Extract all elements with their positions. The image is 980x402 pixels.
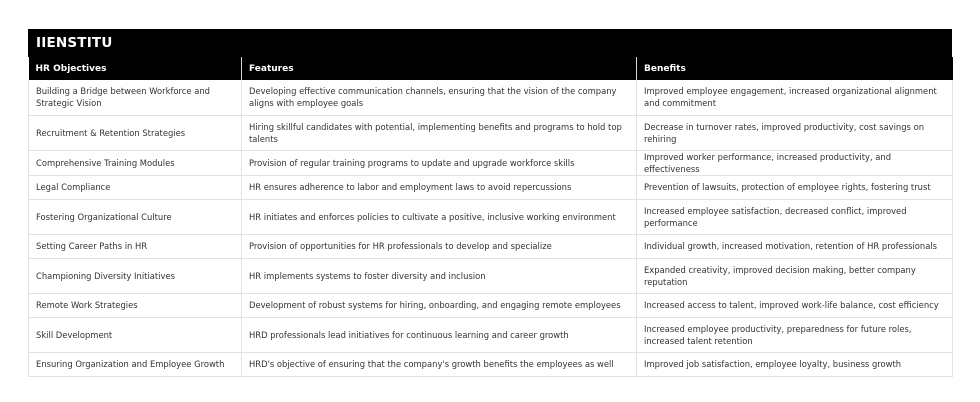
cell-objective: Legal Compliance xyxy=(29,175,242,199)
table-row xyxy=(29,258,953,293)
table-row xyxy=(29,150,953,175)
table-row xyxy=(29,352,953,376)
cell-feature: HR initiates and enforces policies to cultivate a positive, inclusive working environment xyxy=(242,199,637,234)
table-row xyxy=(29,199,953,234)
cell-feature: Development of robust systems for hiring, onboarding, and engaging remote employees xyxy=(242,293,637,317)
brand-title: IIENSTITU xyxy=(28,29,952,57)
cell-feature: Hiring skillful candidates with potential, implementing benefits and programs to hold top talents xyxy=(242,115,637,150)
cell-objective: Building a Bridge between Workforce and Strategic Vision xyxy=(29,80,242,115)
cell-benefit: Decrease in turnover rates, improved productivity, cost savings on rehiring xyxy=(637,115,953,150)
cell-objective: Comprehensive Training Modules xyxy=(29,150,242,175)
column-header-features: Features xyxy=(242,57,637,80)
cell-feature: HR ensures adherence to labor and employment laws to avoid repercussions xyxy=(242,175,637,199)
cell-feature: Developing effective communication channels, ensuring that the vision of the company aligns with employee goals xyxy=(242,80,637,115)
column-header-benefits: Benefits xyxy=(637,57,953,80)
table-row xyxy=(29,115,953,150)
cell-objective: Remote Work Strategies xyxy=(29,293,242,317)
cell-benefit: Increased employee productivity, preparedness for future roles, increased talent retention xyxy=(637,317,953,352)
table-header-row xyxy=(29,57,953,80)
table-row xyxy=(29,175,953,199)
cell-objective: Skill Development xyxy=(29,317,242,352)
table-row xyxy=(29,293,953,317)
cell-feature: HR implements systems to foster diversity and inclusion xyxy=(242,258,637,293)
cell-benefit: Individual growth, increased motivation, retention of HR professionals xyxy=(637,234,953,258)
cell-feature: HRD's objective of ensuring that the company's growth benefits the employees as well xyxy=(242,352,637,376)
cell-benefit: Increased employee satisfaction, decreased conflict, improved performance xyxy=(637,199,953,234)
cell-objective: Ensuring Organization and Employee Growth xyxy=(29,352,242,376)
cell-benefit: Increased access to talent, improved work-life balance, cost efficiency xyxy=(637,293,953,317)
cell-benefit: Improved job satisfaction, employee loyalty, business growth xyxy=(637,352,953,376)
cell-benefit: Prevention of lawsuits, protection of employee rights, fostering trust xyxy=(637,175,953,199)
cell-objective: Championing Diversity Initiatives xyxy=(29,258,242,293)
hr-objectives-table-card xyxy=(28,29,952,377)
cell-feature: Provision of opportunities for HR professionals to develop and specialize xyxy=(242,234,637,258)
cell-objective: Setting Career Paths in HR xyxy=(29,234,242,258)
cell-feature: Provision of regular training programs to update and upgrade workforce skills xyxy=(242,150,637,175)
column-header-objectives: HR Objectives xyxy=(29,57,242,80)
table-row xyxy=(29,80,953,115)
cell-benefit: Improved worker performance, increased productivity, and effectiveness xyxy=(637,150,953,175)
hr-objectives-table xyxy=(28,57,953,377)
table-row xyxy=(29,317,953,352)
cell-benefit: Improved employee engagement, increased organizational alignment and commitment xyxy=(637,80,953,115)
cell-benefit: Expanded creativity, improved decision making, better company reputation xyxy=(637,258,953,293)
table-row xyxy=(29,234,953,258)
cell-objective: Recruitment & Retention Strategies xyxy=(29,115,242,150)
cell-feature: HRD professionals lead initiatives for continuous learning and career growth xyxy=(242,317,637,352)
cell-objective: Fostering Organizational Culture xyxy=(29,199,242,234)
